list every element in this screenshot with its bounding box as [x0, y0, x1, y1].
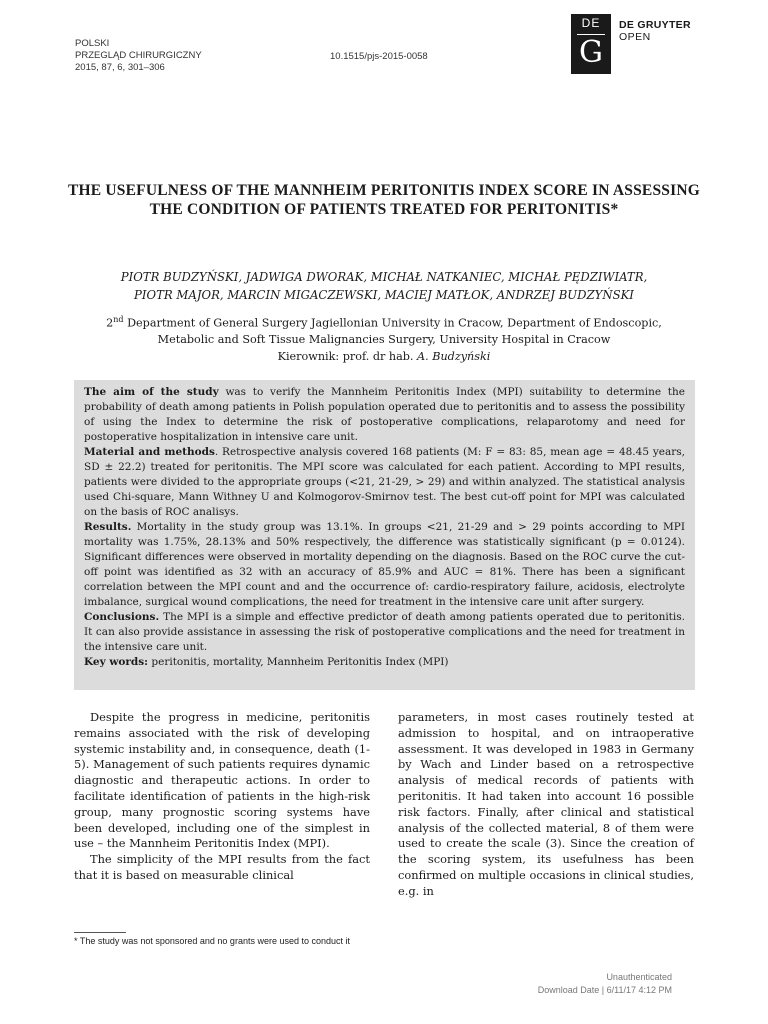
de-gruyter-logo	[571, 14, 611, 74]
department-head-label: Kierownik: prof. dr hab.	[277, 349, 418, 363]
body-paragraph: parameters, in most cases routinely tested at admission to hospital, and on intraoperative assessment. It was developed in 1983 in Germany by Wach and Linder based on a retrospective analysis of medical records of patients with peritonitis. It had taken into account 16 possible risk factors. Finally, after clinical and statistical analysis of the collected material, 8 of them were used to create the scale (3). Since the creation of the scoring system, its usefulness has been confirmed on multiple occasions in clinical studies, e.g. in	[398, 710, 694, 898]
abstract-aim-text: was to verify the Mannheim Peritonitis Index (MPI) suitability to determine the probability of death among patients in Polish population operated due to peritonitis and to assess the possibility of using the Index to determine the risk of postoperative complications, relaparotomy and need for postoperative hospitalization in intensive care unit.	[84, 386, 685, 443]
publisher-name	[619, 19, 691, 43]
logo-bottom-letter: G	[579, 35, 603, 70]
abstract-text	[84, 385, 685, 670]
journal-volume: 2015, 87, 6, 301–306	[75, 62, 165, 73]
affiliation-number: 2	[106, 316, 114, 330]
affiliation-line2: Metabolic and Soft Tissue Malignancies Surgery, University Hospital in Cracow	[157, 333, 611, 347]
footnote: * The study was not sponsored and no grants were used to conduct it	[74, 936, 351, 946]
affiliation-line1	[60, 312, 708, 332]
body-paragraph: Despite the progress in medicine, peritonitis remains associated with the risk of developing systemic instability and, in consequence, death (1-5). Management of such patients requires dynamic diagnostic and therapeutic actions. In order to facilitate identification of patients in the high-risk group, many prognostic scoring systems have been developed, including one of the simplest in use – the Mannheim Peritonitis Index (MPI).	[74, 710, 370, 851]
abstract-methods-label: Material and methods	[84, 446, 215, 458]
affiliation	[60, 312, 708, 365]
article-title: THE USEFULNESS OF THE MANNHEIM PERITONITIS INDEX SCORE IN ASSESSING THE CONDITION OF PATIENTS TREATED FOR PERITONITIS*	[68, 182, 700, 218]
abstract-keywords-label: Key words:	[84, 656, 149, 668]
abstract-keywords	[84, 655, 685, 670]
body-column-left	[74, 710, 370, 884]
watermark-unauthenticated: Unauthenticated	[606, 972, 672, 982]
affiliation-line1-text: Department of General Surgery Jagiellonian University in Cracow, Department of Endoscopic,	[123, 316, 662, 330]
authors-line1: PIOTR BUDZYŃSKI, JADWIGA DWORAK, MICHAŁ NATKANIEC, MICHAŁ PĘDZIWIATR,	[120, 270, 648, 284]
publisher-label: DE GRUYTER	[619, 19, 691, 31]
body-column-right	[398, 710, 694, 900]
abstract-keywords-text: peritonitis, mortality, Mannheim Peritonitis Index (MPI)	[148, 656, 449, 668]
abstract-results-label: Results.	[84, 521, 132, 533]
abstract-results-text: Mortality in the study group was 13.1%. In groups <21, 21-29 and > 29 points according to MPI mortality was 1.75%, 28.13% and 50% respectively, the difference was statistically significant (p = 0.0124). Significant differences were observed in mortality depending on the diagnosis. Based on the ROC curve the cut-off point was identified as 32 with an accuracy of 85.9% and AUC = 81%. There has been a significant correlation between the MPI count and and the occurrence of: cardio-respiratory failure, acidosis, electrolyte imbalance, surgical wound complications, the need for treatment in the intensive care unit after surgery.	[84, 521, 685, 608]
doi[interactable]: 10.1515/pjs-2015-0058	[330, 51, 428, 62]
abstract-methods	[84, 445, 685, 520]
abstract-aim-label: The aim of the study	[84, 386, 219, 398]
watermark-download-date: Download Date | 6/11/17 4:12 PM	[537, 985, 672, 995]
authors	[60, 269, 708, 304]
abstract-conclusions-text: The MPI is a simple and effective predictor of death among patients operated due to peritonitis. It can also provide assistance in assessing the risk of postoperative complications and the need for treatment in the intensive care unit.	[84, 611, 685, 653]
journal-name-line2: PRZEGLĄD CHIRURGICZNY	[75, 50, 202, 61]
abstract-methods-text: . Retrospective analysis covered 168 patients (M: F = 83: 85, mean age = 48.45 years, SD ± 22.2) treated for peritonitis. The MPI score was calculated for each patient. According to MPI results, patients were divided to the appropriate groups (<21, 21-29, > 29) and within analyzed. The statistical analysis used Chi-square, Mann Withney U and Kolmogorov-Smirnov test. The best cut-off point for MPI was calculated on the basis of ROC analisys.	[84, 446, 685, 518]
abstract-results	[84, 520, 685, 610]
abstract-conclusions-label: Conclusions.	[84, 611, 160, 623]
footnote-divider	[74, 932, 126, 933]
journal-info	[75, 38, 202, 74]
department-head-name: A. Budzyński	[417, 349, 491, 363]
abstract-conclusions	[84, 610, 685, 655]
department-head	[60, 349, 708, 366]
abstract-box	[74, 380, 695, 690]
abstract-aim	[84, 385, 685, 445]
logo-top-letters: DE	[581, 16, 601, 30]
publisher-imprint: OPEN	[619, 31, 651, 43]
affiliation-ordinal: nd	[113, 315, 124, 324]
body-paragraph: The simplicity of the MPI results from the fact that it is based on measurable clinical	[74, 852, 370, 882]
authors-line2: PIOTR MAJOR, MARCIN MIGACZEWSKI, MACIEJ MATŁOK, ANDRZEJ BUDZYŃSKI	[134, 287, 634, 302]
journal-name-line1: POLSKI	[75, 38, 110, 49]
